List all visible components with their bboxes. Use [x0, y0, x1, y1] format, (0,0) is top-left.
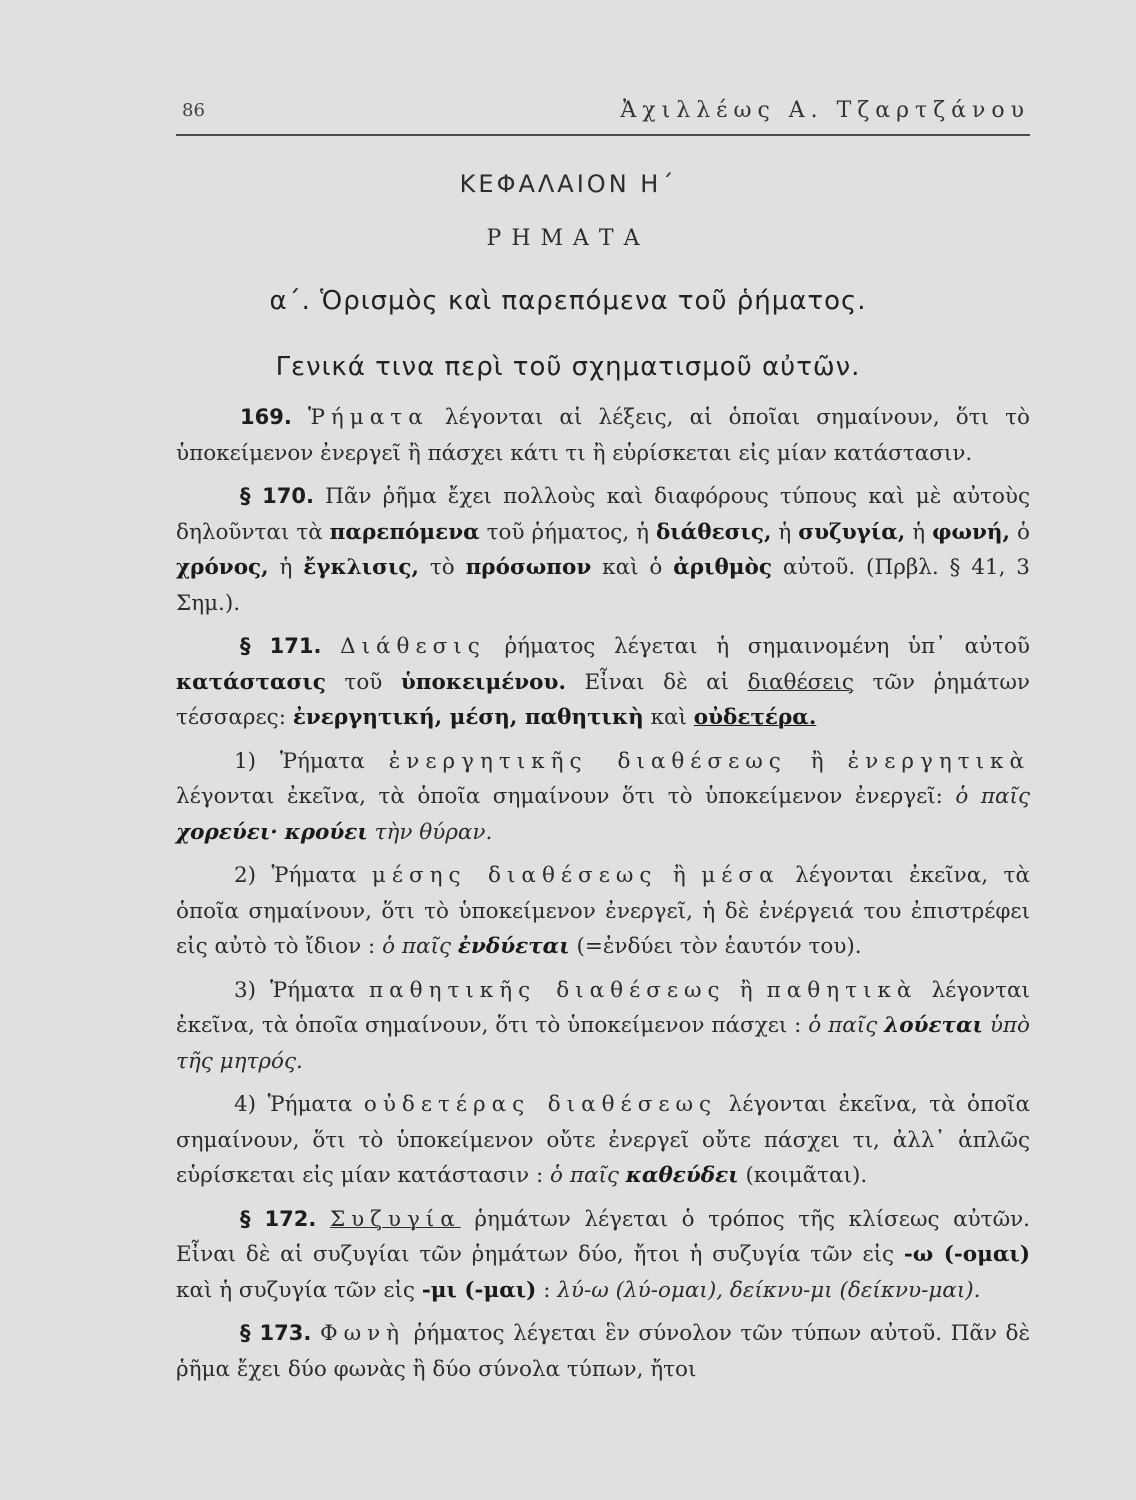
- paragraph-text: λέγονται ἐκεῖνα, τὰ ὁποῖα σημαίνουν, ὅτι τὸ ὑποκείμενον οὔτε ἐνεργεῖ οὔτε πάσχει τι, ἀλλ᾽ ἁπλῶς εὑρίσκεται εἰς μίαν κατάστασιν :: [176, 1092, 1030, 1188]
- bold-term: κατάστασις: [176, 669, 326, 695]
- paragraph-173: [176, 1316, 1030, 1387]
- bold-term: οὐδετέρα.: [693, 705, 817, 730]
- paragraph-text: τὸ: [429, 555, 455, 580]
- example-verb: κρούει: [284, 819, 368, 845]
- subparagraph-1: [176, 744, 1030, 851]
- paragraph-text: ἢ: [672, 863, 686, 888]
- example-verb: χορεύει·: [176, 819, 278, 845]
- paragraph-text: λέγονται ἐκεῖνα, τὰ ὁποῖα σημαίνουν ὅτι τὸ ὑποκείμενον ἐνεργεῖ:: [176, 784, 943, 809]
- paragraph-text: τοῦ: [344, 669, 383, 695]
- paragraph-text: Πᾶν ῥῆμα ἔχει πολλοὺς καὶ διαφόρους τύπους καὶ μὲ αὐτοὺς δηλοῦνται τὰ: [176, 484, 1030, 545]
- paragraph-number: § 173.: [240, 1321, 312, 1345]
- subparagraph-3: [176, 973, 1030, 1080]
- paragraph-text: τοῦ ῥήματος, ἡ: [486, 519, 649, 545]
- paragraph-text: καὶ ἡ συζυγία τῶν εἰς: [176, 1277, 415, 1303]
- bold-term: χρόνος,: [176, 555, 269, 580]
- paragraph-number: § 172.: [240, 1206, 317, 1231]
- spaced-term: Διάθεσις: [340, 634, 486, 659]
- paragraph-text: ἢ: [810, 748, 824, 774]
- paragraph-number: § 170.: [240, 484, 314, 508]
- paragraph-172: [176, 1202, 1030, 1309]
- bold-term: παρεπόμενα: [329, 519, 480, 545]
- subparagraph-4: [176, 1087, 1030, 1194]
- chapter-title: ΚΕΦΑΛΑΙΟΝ Η΄: [459, 170, 677, 198]
- spaced-term: Συζυγία: [329, 1206, 461, 1232]
- paragraph-number: 169.: [240, 405, 292, 429]
- paragraph-text: καὶ ὁ: [602, 555, 663, 580]
- spaced-term: Φωνὴ: [319, 1321, 406, 1346]
- example-text: ὁ παῖς: [382, 934, 452, 959]
- item-lead: 4) Ῥήματα: [234, 1092, 353, 1117]
- example-text: ὁ παῖς: [955, 784, 1030, 809]
- subject-title: ΡΗΜΑΤΑ: [486, 226, 650, 251]
- section-subheading: Γενικά τινα περὶ τοῦ σχηματισμοῦ αὐτῶν.: [275, 352, 861, 382]
- paragraph-text: τῶν ῥημάτων τέσσαρες:: [176, 669, 1030, 730]
- running-head: Ἀχιλλέως Α. Τζαρτζάνου: [620, 98, 1030, 123]
- page-number: 86: [182, 100, 205, 121]
- paragraph-text: καὶ: [650, 705, 687, 730]
- example-text: ὁ παῖς: [808, 1013, 878, 1038]
- paragraph-text: ῥήματος λέγεται ἡ σημαινομένη ὑπ᾽ αὐτοῦ: [504, 634, 1030, 659]
- paragraph-169: [176, 400, 1030, 471]
- item-lead: 2) Ῥήματα: [234, 863, 357, 888]
- spaced-term: ἐνεργητικῆς διαθέσεως: [388, 748, 787, 774]
- paragraph-text: ὁ: [1016, 519, 1030, 545]
- bold-term: -ω (-ομαι): [903, 1242, 1030, 1267]
- item-lead: 1) Ῥήματα: [234, 748, 365, 774]
- section-heading: α΄. Ὁρισμὸς καὶ παρεπόμενα τοῦ ῥήματος.: [269, 286, 867, 316]
- paragraph-text: ἡ: [912, 519, 926, 545]
- spaced-term: μέσα: [701, 863, 780, 888]
- paragraph-text: αὐτοῦ. (Πρβλ. § 41, 3 Σημ.).: [176, 555, 1030, 616]
- example-verb: λούεται: [884, 1013, 983, 1038]
- paragraph-text: ῥήματος λέγεται ἓν σύνολον τῶν τύπων αὐτοῦ. Πᾶν δὲ ῥῆμα ἔχει δύο φωνὰς ἢ δύο σύνολα τύπων, ἤτοι: [176, 1321, 1031, 1382]
- spaced-term: παθητικὰ: [766, 977, 918, 1003]
- paragraph-text: :: [543, 1277, 551, 1303]
- bold-term: ἔγκλισις,: [303, 555, 419, 580]
- bold-term: διάθεσις,: [655, 519, 772, 545]
- example-verb: ἐνδύεται: [457, 934, 570, 959]
- paragraph-text: ἢ: [739, 977, 753, 1003]
- bold-term: συζυγία,: [798, 519, 906, 545]
- paragraph-text: ἡ: [279, 555, 293, 580]
- bold-term: πρόσωπον: [465, 555, 592, 580]
- paragraph-171: [176, 629, 1030, 736]
- subparagraph-2: [176, 858, 1030, 965]
- paragraph-text: ἡ: [778, 519, 792, 545]
- bold-term: ὑποκειμένου.: [400, 669, 566, 695]
- paragraph-text: λέγονται ἐκεῖνα, τὰ ὁποῖα σημαίνουν, ὅτι τὸ ὑποκείμενον πάσχει :: [176, 977, 1030, 1038]
- item-lead: 3) Ῥήματα: [234, 977, 355, 1003]
- bold-term: -μι (-μαι): [421, 1277, 537, 1303]
- paragraph-number: § 171.: [240, 634, 322, 658]
- bold-term: ἐνεργητική, μέση, παθητικὴ: [292, 705, 644, 730]
- spaced-term: ἐνεργητικὰ: [847, 748, 1030, 774]
- example-text: λύ-ω (λύ-ομαι), δείκνυ-μι (δείκνυ-μαι).: [557, 1277, 981, 1303]
- spaced-term: παθητικῆς διαθέσεως: [369, 977, 726, 1003]
- paragraph-text: λέγονται αἱ λέξεις, αἱ ὁποῖαι σημαίνουν, ὅτι τὸ ὑποκείμενον ἐνεργεῖ ἢ πάσχει κάτι τι ἢ εὑρίσκεται εἰς μίαν κατάστασιν.: [176, 405, 1030, 466]
- paragraph-text: (=ἐνδύει τὸν ἑαυτόν του).: [576, 934, 862, 959]
- bold-term: ἀριθμὸς: [673, 555, 772, 580]
- paragraph-170: [176, 479, 1030, 621]
- paragraph-text: (κοιμᾶται).: [745, 1163, 868, 1188]
- example-verb: καθεύδει: [625, 1163, 739, 1188]
- underlined-term: διαθέσεις: [747, 669, 854, 695]
- example-text: ὑπὸ τῆς μητρός.: [176, 1013, 1030, 1074]
- spaced-term: μέσης διαθέσεως: [371, 863, 658, 888]
- body-text: [176, 400, 1030, 1395]
- paragraph-text: ῥημάτων λέγεται ὁ τρόπος τῆς κλίσεως αὐτῶν. Εἶναι δὲ αἱ συζυγίαι τῶν ῥημάτων δύο, ἤτοι ἡ συζυγία τῶν εἰς: [176, 1206, 1031, 1267]
- example-text: τὴν θύραν.: [374, 819, 493, 845]
- example-text: ὁ παῖς: [550, 1163, 619, 1188]
- paragraph-text: λέγονται ἐκεῖνα, τὰ ὁποῖα σημαίνουν, ὅτι τὸ ὑποκείμενον ἐνεργεῖ, ἡ δὲ ἐνέργειά του ἐπιστρέφει εἰς αὐτὸ τὸ ἴδιον :: [176, 863, 1030, 959]
- bold-term: φωνή,: [932, 519, 1011, 545]
- spaced-term: Ῥήματα: [307, 405, 429, 430]
- spaced-term: οὐδετέρας διαθέσεως: [363, 1092, 718, 1117]
- paragraph-text: Εἶναι δὲ αἱ: [584, 669, 730, 695]
- page-header: [176, 96, 1030, 136]
